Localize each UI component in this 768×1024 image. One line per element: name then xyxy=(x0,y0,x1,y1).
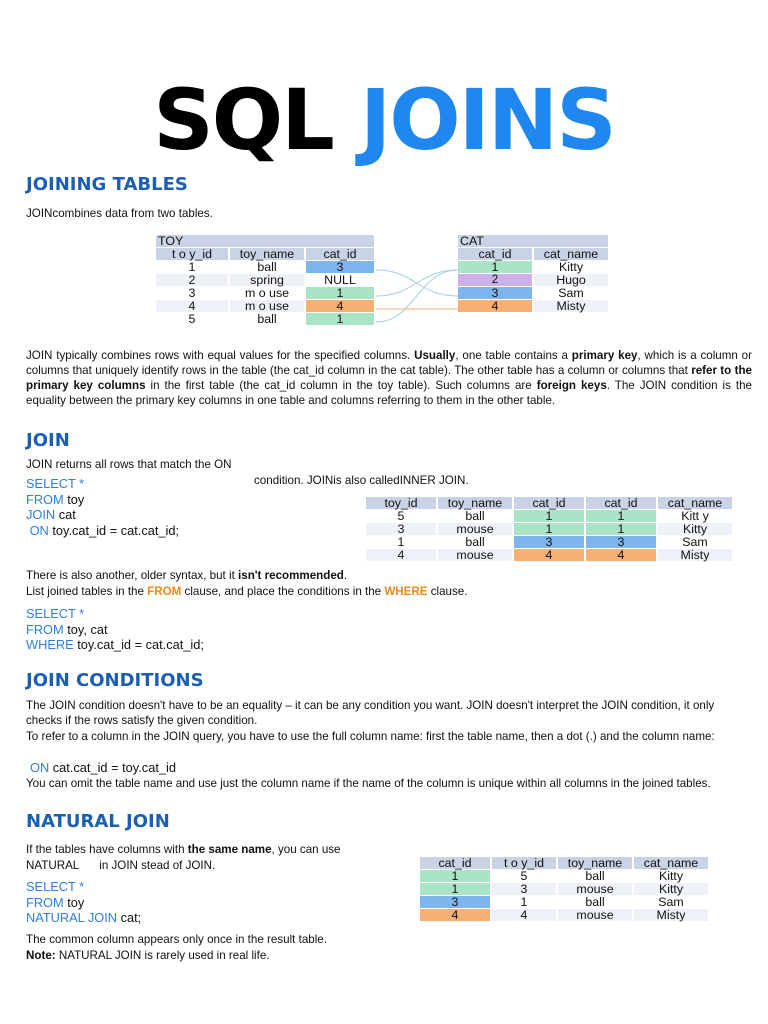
table-cell: Kitty xyxy=(658,523,732,535)
table-cell: mouse xyxy=(558,883,632,895)
heading-join-conditions: JOIN CONDITIONS xyxy=(26,670,204,691)
table-cell: 4 xyxy=(492,909,556,921)
table-cell: 3 xyxy=(492,883,556,895)
code-text: toy.cat_id = cat.cat_id; xyxy=(77,637,204,652)
column-header: cat_name xyxy=(658,497,732,509)
conditions-paragraph-3: You can omit the table name and use just the column name if the name of the column is unique within all columns in the joined tables. xyxy=(26,777,711,790)
conditions-paragraph-1: The JOIN condition doesn't have to be an equality – it can be any condition you want. JOIN doesn't interpret the JOIN condition, it only checks if the rows satisfy the given condition. xyxy=(26,699,715,727)
table-caption: CAT xyxy=(458,235,608,247)
join-keyword: JOIN xyxy=(26,207,53,220)
column-header: t o y_id xyxy=(492,857,556,869)
column-header: cat_id xyxy=(586,497,656,509)
text: in JOIN stead of JOIN. xyxy=(99,859,216,872)
table-cell: Kitty xyxy=(634,883,708,895)
paragraph-run: , which is a column or columns that uniquely identify rows in the table (the cat_id column in the cat table). The other table has a column or columns that xyxy=(26,349,752,377)
table-row xyxy=(420,870,708,882)
table-cell: 3 xyxy=(366,523,436,535)
column-header: cat_id xyxy=(420,857,490,869)
table-cell: 2 xyxy=(156,274,228,286)
code-text: cat xyxy=(58,507,76,522)
conditions-paragraph-2: To refer to a column in the JOIN query, you have to use the full column name: first the table name, then a dot (.) and the column name: xyxy=(26,730,715,743)
column-header: cat_name xyxy=(534,248,608,260)
table-cell: 5 xyxy=(156,313,228,325)
table-cell: 1 xyxy=(420,870,490,882)
column-header: cat_id xyxy=(458,248,532,260)
text: If the tables have columns with xyxy=(26,843,188,856)
text: NATURAL JOIN is rarely used in real life. xyxy=(55,949,270,962)
code-text: toy, cat xyxy=(67,621,108,637)
table-cell: Sam xyxy=(634,896,708,908)
table-row xyxy=(366,523,732,535)
column-header: toy_name xyxy=(230,248,304,260)
column-header: t o y_id xyxy=(156,248,228,260)
text-bold: isn't recommended xyxy=(238,569,344,582)
table-cell: 2 xyxy=(458,274,532,286)
text: . xyxy=(343,569,348,582)
table-cell: 3 xyxy=(514,536,584,548)
table-cell: ball xyxy=(230,261,304,273)
table-cell: mouse xyxy=(438,523,512,535)
table-cell: ball xyxy=(438,510,512,522)
code-text: cat; xyxy=(120,910,142,925)
paragraph-run: JOIN typically combines rows with equal values for the specified columns. xyxy=(26,349,415,362)
natural-code-block xyxy=(26,879,141,926)
heading-joining-tables: JOINING TABLES xyxy=(26,174,188,195)
from-keyword: FROM xyxy=(147,585,182,598)
column-header: toy_name xyxy=(438,497,512,509)
table-cell: 1 xyxy=(586,510,656,522)
note-label: Note: xyxy=(26,949,56,962)
table-row xyxy=(366,510,732,522)
table-row xyxy=(366,549,732,561)
join-line-2 xyxy=(254,473,469,488)
text: JOIN xyxy=(306,474,334,487)
join-keyword: JOIN xyxy=(26,507,56,522)
code-text: toy xyxy=(67,894,85,910)
table-cell: 1 xyxy=(586,523,656,535)
table-cell: Hugo xyxy=(534,274,608,286)
column-header: cat_name xyxy=(634,857,708,869)
older-code-block xyxy=(26,606,204,653)
from-keyword: FROM xyxy=(26,621,64,637)
table-cell: 3 xyxy=(420,896,490,908)
link-line-1-kitty xyxy=(376,270,458,296)
from-keyword: FROM xyxy=(26,894,64,910)
paragraph-bold-run: Usually xyxy=(414,349,456,362)
table-cell: 4 xyxy=(514,549,584,561)
table-cell: 5 xyxy=(366,510,436,522)
table-cell: Kitt y xyxy=(658,510,732,522)
text: is also called xyxy=(333,474,400,487)
table-cell: Kitty xyxy=(534,261,608,273)
table-cell: Sam xyxy=(534,287,608,299)
table-cell: mouse xyxy=(438,549,512,561)
rarely-used-note xyxy=(26,948,270,963)
table-cell: 4 xyxy=(156,300,228,312)
heading-join: JOIN xyxy=(26,430,70,451)
from-keyword: FROM xyxy=(26,491,64,507)
join-code-block xyxy=(26,476,179,538)
table-cell: ball xyxy=(558,870,632,882)
table-row xyxy=(420,883,708,895)
table-cell: 1 xyxy=(156,261,228,273)
table-cell: NULL xyxy=(324,273,356,287)
table-cell: 1 xyxy=(514,523,584,535)
paragraph-run: , one table contains a xyxy=(455,349,572,362)
table-cell: 1 xyxy=(306,287,374,299)
conditions-code xyxy=(30,760,176,776)
table-cell: 1 xyxy=(458,261,532,273)
table-cell: ball xyxy=(438,536,512,548)
table-cell: Misty xyxy=(634,909,708,921)
table-cell: 4 xyxy=(586,549,656,561)
table-cell: Misty xyxy=(658,549,732,561)
code-text: cat.cat_id = toy.cat_id xyxy=(52,760,176,775)
column-header: cat_id xyxy=(514,497,584,509)
text: condition. xyxy=(254,474,304,487)
table-cell: spring xyxy=(230,274,304,286)
table-cell: ball xyxy=(230,313,304,325)
column-header: toy_id xyxy=(366,497,436,509)
text: INNER JOIN. xyxy=(399,474,469,487)
select-keyword: SELECT * xyxy=(26,476,85,491)
where-keyword: WHERE xyxy=(26,637,74,652)
table-cell: mouse xyxy=(558,909,632,921)
table-cell: 3 xyxy=(306,261,374,273)
text-bold: the same name xyxy=(187,843,272,856)
table-cell: Sam xyxy=(658,536,732,548)
link-line-1b-kitty xyxy=(376,270,458,322)
table-cell: 3 xyxy=(156,287,228,299)
common-column-note: The common column appears only once in the result table. xyxy=(26,933,327,946)
table-cell: 1 xyxy=(514,510,584,522)
table-cell: 4 xyxy=(366,549,436,561)
intro-text: combines data from two tables. xyxy=(52,207,213,220)
table-cell: 4 xyxy=(458,300,532,312)
select-keyword: SELECT * xyxy=(26,879,85,894)
table-header-row xyxy=(366,497,732,509)
text: clause, and place the conditions in the xyxy=(181,585,385,598)
on-keyword: ON xyxy=(30,760,50,775)
text: NATURAL xyxy=(26,859,80,872)
where-keyword: WHERE xyxy=(384,585,428,598)
join-line-1: JOIN returns all rows that match the ON xyxy=(26,458,232,471)
table-row xyxy=(366,536,732,548)
table-cell: Misty xyxy=(534,300,608,312)
paragraph-run: . The JOIN condition is the equality between the primary key columns in one table and columns referring to them in the other table. xyxy=(26,379,752,407)
table-cell: 3 xyxy=(458,287,532,299)
text: There is also another, older syntax, but it xyxy=(26,569,239,582)
paragraph-run: in the first table (the cat_id column in the toy table). Such columns are xyxy=(145,379,537,392)
on-keyword: ON xyxy=(29,522,49,538)
select-keyword: SELECT * xyxy=(26,606,85,621)
paragraph-bold-run: foreign keys xyxy=(536,379,607,392)
code-text: toy.cat_id = cat.cat_id; xyxy=(52,522,180,538)
table-row xyxy=(420,909,708,921)
title-sql: SQL xyxy=(153,71,333,169)
natural-line-1 xyxy=(26,842,341,857)
table-cell: 4 xyxy=(306,300,374,312)
table-cell: 1 xyxy=(306,313,374,325)
heading-natural-join: NATURAL JOIN xyxy=(26,811,170,832)
table-cell: 4 xyxy=(420,909,490,921)
table-caption: TOY xyxy=(156,235,374,247)
join-result-table xyxy=(364,496,734,562)
table-row xyxy=(420,896,708,908)
paragraph-bold-run: refer to the primary key columns xyxy=(26,364,752,392)
table-cell: m o use xyxy=(230,300,304,312)
natural-result-table xyxy=(418,856,710,922)
title-joins: JOINS xyxy=(359,71,615,169)
natural-line-2 xyxy=(26,858,215,873)
table-cell: 1 xyxy=(420,883,490,895)
paragraph-bold-run: primary key xyxy=(571,349,638,362)
table-cell: ball xyxy=(558,896,632,908)
column-header: cat_id xyxy=(306,248,374,260)
table-cell: 5 xyxy=(492,870,556,882)
table-cell: 3 xyxy=(586,536,656,548)
table-cell: m o use xyxy=(230,287,304,299)
column-header: toy_name xyxy=(558,857,632,869)
text: clause. xyxy=(427,585,468,598)
text: List joined tables in the xyxy=(26,585,148,598)
older-syntax-note xyxy=(26,568,347,583)
code-text: toy xyxy=(67,491,85,507)
list-tables-note xyxy=(26,584,467,599)
natural-join-keyword: NATURAL JOIN xyxy=(26,910,118,925)
table-header-row xyxy=(420,857,708,869)
table-cell: 1 xyxy=(492,896,556,908)
table-cell: 1 xyxy=(366,536,436,548)
text: , you can use xyxy=(271,843,341,856)
table-cell: Kitty xyxy=(634,870,708,882)
joining-paragraph xyxy=(26,348,752,408)
